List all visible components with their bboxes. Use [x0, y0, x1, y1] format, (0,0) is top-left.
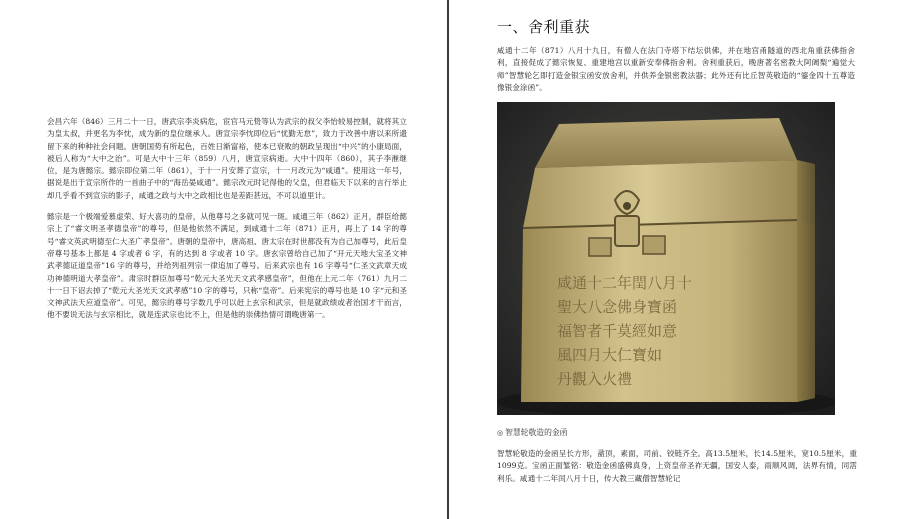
inscription-row: 丹觀入火禮	[557, 370, 633, 388]
paragraph-yizong-titles: 懿宗是一个极端爱慕虚荣、好大喜功的皇帝，从他尊号之多就可见一斑。咸通三年（862）正月，群臣给懿宗上了“睿文明圣孝德皇帝”的尊号，但是他依然不满足，到咸通十二年（871）正月，再上了 14 字的尊号“睿文英武明德至仁大圣广孝皇帝”。唐朝的皇帝中，唐高祖、唐太宗在时世都没有为自己加尊号，此后皇帝尊号基本上都是 4 字或者 6 字，有的达到 8 字或者 10 字。唐玄宗曾给自己加了“开元天地大宝圣文神武孝德证道皇帝”16 字的尊号，并给列祖列宗一律追加了尊号。后来武宗也有 16 字尊号“仁圣文武章天成功神德明道大孝皇帝”。肃宗时群臣加尊号“乾元大圣光天文武孝感皇帝”，但他在上元二年（761）九月二十一日下诏去掉了“乾元大圣光天文武孝感”10 字的尊号，只称“皇帝”。后来宪宗的尊号也是 10 字“元和圣文神武法天应道皇帝”。可见，懿宗的尊号字数几乎可以赶上玄宗和武宗，但是就政绩或者治国才干而言，他不要说无法与玄宗相比，就是连武宗也比不上，但是他的崇佛热情可谓晚唐第一。	[47, 212, 407, 320]
left-page-text	[47, 116, 407, 330]
gold-casket-photo	[497, 102, 835, 415]
inscription-row: 聖大八念佛身寶函	[557, 298, 678, 316]
intro-paragraph: 咸通十二年（871）八月十九日，有僧人在法门寺塔下结坛供佛，并在地宫甬隧道的西北角重获佛指舍利，直接促成了懿宗恢复、重建地宫以重新安奉佛指舍利。舍利重获后，晚唐著名密教大阿阇梨“遍觉大师”智慧轮乞即打造金银宝函安放舍利，并供养金银密教法器；此外还有比丘智英敬造的“鎏金四十五尊造像银金涂函”。	[497, 46, 855, 92]
section-heading: 一、舍利重获	[497, 18, 591, 36]
casket-description: 智慧轮敬造的金函呈长方形，盝顶，素面，司前、铰链齐全。高13.5厘米，长14.5厘米，宽10.5厘米，重1099克。宝函正面錾铭：敬造金函盛佛真身，上资皇帝圣祚无疆，国安人泰，雨顺风调，法界有情，同霑利乐。咸通十二年闰八月十日，传大教三藏僧智慧轮记	[497, 449, 857, 483]
lid-side	[797, 160, 815, 226]
inscription-row: 咸通十二年閏八月十	[557, 274, 693, 292]
paragraph-xuanzong: 会昌六年（846）三月二十一日，唐武宗李炎病危，宦官马元贽等认为武宗的叔父李怡较易控制，就将其立为皇太叔，并更名为李忱，成为新的皇位继承人。唐宣宗李忱即位后“忧勤无怠”，致力于改善中唐以来所遗留下来的种种社会问题。唐朝国势有所起色，百姓日渐富裕，使本已衰败的朝政呈现出“中兴”的小康局面，被后人称为“大中之治”。可是大中十三年（859）八月，唐宣宗病逝。大中十四年（860），其子李漼继位，是为唐懿宗。懿宗即位第二年（861），于十一月安葬了宣宗，十一月改元为“咸通”。使用这一年号，据说是出于宣宗所作的一首曲子中的“海岳晏咸通”。懿宗改元时记得他的父皇，但君临天下以来的言行举止却几乎看不到宣宗的影子，咸通之政与大中之政相比也是差距甚远，不可以道里计。	[47, 117, 407, 200]
figure-caption-text: 智慧轮敬造的金函	[505, 428, 568, 437]
inscription-row: 福智者千莫經如意	[557, 322, 678, 340]
gold-casket-illustration	[497, 102, 835, 415]
circle-bullet-icon: ◎	[497, 429, 504, 437]
figure-caption	[497, 427, 567, 438]
lid-top	[535, 118, 797, 168]
left-page	[0, 0, 447, 519]
lid-front	[523, 160, 797, 228]
right-page	[449, 0, 898, 519]
inscription-row: 風四月大仁寶如	[557, 346, 663, 364]
